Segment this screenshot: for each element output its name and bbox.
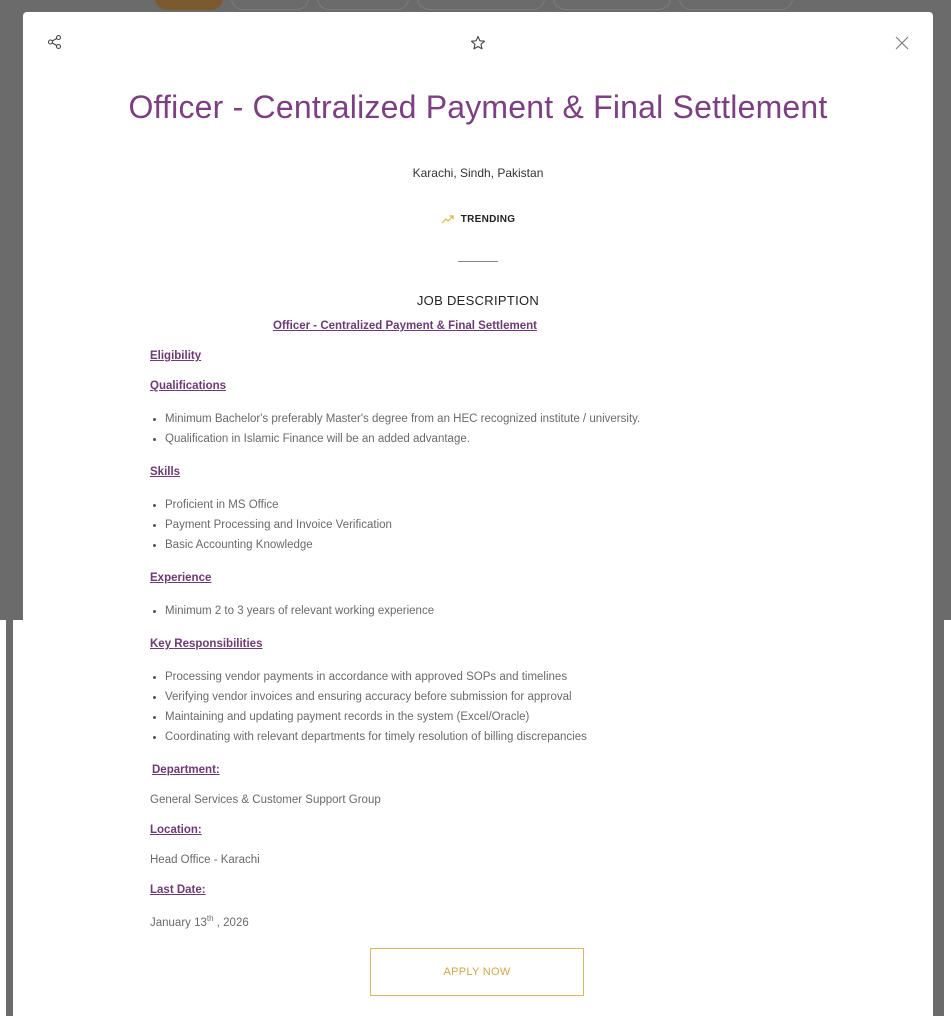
list-item: Processing vendor payments in accordance with approved SOPs and timelines [165, 668, 810, 688]
share-icon [47, 34, 63, 50]
modal-backdrop-left [6, 620, 13, 1016]
trending-badge [23, 213, 933, 225]
job-title: Officer - Centralized Payment & Final Settlement [128, 89, 828, 125]
department-value: General Services & Customer Support Group [150, 794, 381, 806]
background-chip [231, 0, 309, 10]
background-chip [155, 0, 223, 10]
list-item: Qualification in Islamic Finance will be an added advantage. [165, 430, 810, 450]
department-heading: Department: [152, 764, 220, 776]
list-item: Verifying vendor invoices and ensuring accuracy before submission for approval [165, 688, 810, 708]
job-description-heading: JOB DESCRIPTION [416, 293, 540, 308]
share-button[interactable] [45, 32, 65, 52]
close-button[interactable] [893, 34, 911, 52]
close-icon [895, 36, 909, 50]
job-description-body [150, 320, 810, 944]
last-date-day: January 13 [150, 916, 207, 929]
qualifications-list [150, 410, 810, 450]
last-date-value [150, 914, 810, 928]
skills-list [150, 496, 810, 556]
apply-now-button[interactable]: APPLY NOW [370, 948, 584, 996]
responsibilities-list [150, 668, 810, 748]
location-value: Head Office - Karachi [150, 854, 260, 866]
last-date-suffix: th [206, 914, 214, 923]
location-heading: Location: [150, 824, 202, 836]
section-divider [458, 261, 498, 262]
star-icon [470, 35, 486, 51]
job-detail-modal [23, 12, 933, 1016]
qualifications-heading: Qualifications [150, 380, 227, 392]
last-date-year: , 2026 [213, 916, 249, 929]
list-item: Proficient in MS Office [165, 496, 810, 516]
eligibility-heading: Eligibility [150, 350, 202, 362]
experience-heading: Experience [150, 572, 212, 584]
trending-up-icon [441, 213, 455, 225]
list-item: Minimum Bachelor's preferably Master's degree from an HEC recognized institute / university. [165, 410, 810, 430]
list-item: Maintaining and updating payment records in the system (Excel/Oracle) [165, 708, 810, 728]
job-description-subtitle: Officer - Centralized Payment & Final Settlement [273, 320, 537, 332]
background-chip [679, 0, 793, 10]
background-chip [553, 0, 671, 10]
skills-heading: Skills [150, 466, 181, 478]
job-location: Karachi, Sindh, Pakistan [412, 166, 544, 180]
list-item: Minimum 2 to 3 years of relevant working experience [165, 602, 810, 622]
background-chip [317, 0, 409, 10]
list-item: Coordinating with relevant departments for timely resolution of billing discrepancies [165, 728, 810, 748]
experience-list [150, 602, 810, 622]
trending-label: TRENDING [460, 213, 516, 225]
modal-backdrop-right [933, 620, 944, 1016]
list-item: Payment Processing and Invoice Verification [165, 516, 810, 536]
background-filter-chips [155, 0, 793, 10]
background-chip [417, 0, 545, 10]
favorite-button[interactable] [467, 32, 489, 54]
last-date-heading: Last Date: [150, 884, 206, 896]
responsibilities-heading: Key Responsibilities [150, 638, 263, 650]
list-item: Basic Accounting Knowledge [165, 536, 810, 556]
